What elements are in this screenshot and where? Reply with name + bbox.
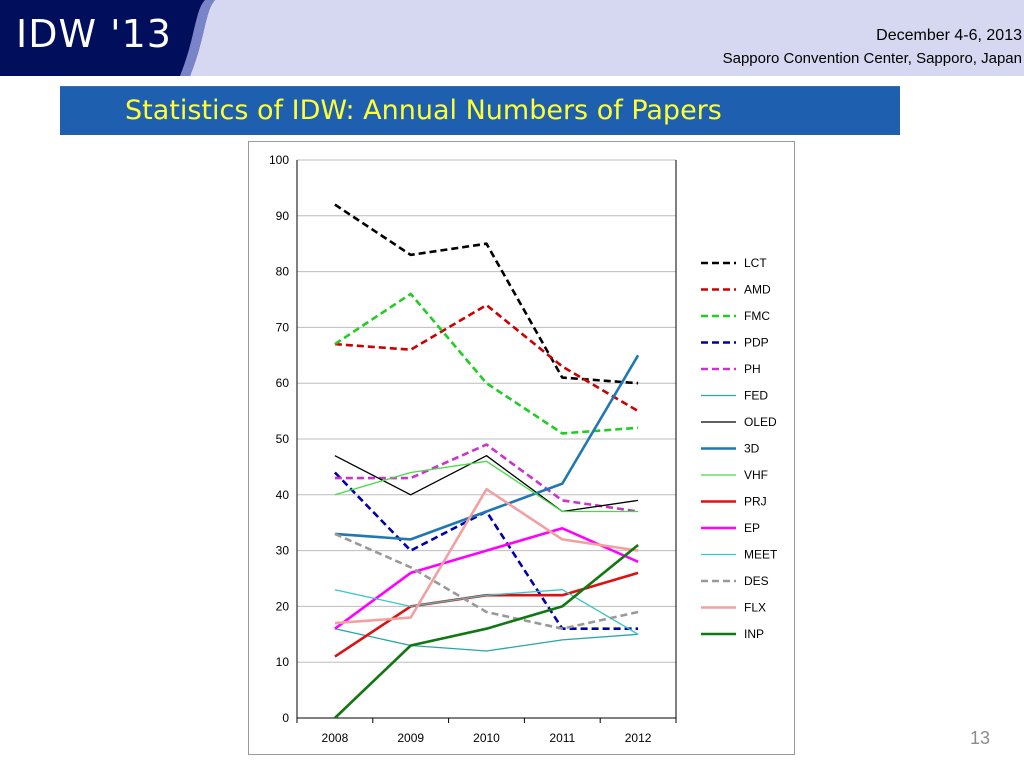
series-line-oled [335, 456, 638, 512]
y-tick-label: 80 [275, 264, 289, 279]
x-tick-label: 2011 [549, 731, 576, 745]
y-tick-label: 60 [275, 376, 289, 391]
legend-label-fed: FED [744, 388, 768, 403]
series-line-vhf [335, 461, 638, 511]
series-line-fmc [335, 294, 638, 434]
legend-label-des: DES [744, 574, 769, 588]
chart-axes [269, 153, 676, 745]
x-tick-label: 2012 [624, 731, 652, 745]
y-tick-label: 50 [275, 432, 289, 446]
x-tick-label: 2008 [321, 731, 349, 745]
chart-legend [701, 256, 778, 641]
chart-series [335, 205, 638, 718]
slide-header [0, 0, 1024, 76]
y-tick-label: 90 [275, 208, 289, 223]
series-line-prj [335, 573, 638, 657]
y-tick-label: 70 [275, 320, 289, 335]
page-number: 13 [970, 728, 991, 748]
legend-label-amd: AMD [744, 282, 771, 297]
y-tick-label: 0 [282, 711, 289, 725]
series-line-inp [335, 545, 638, 718]
y-tick-label: 20 [275, 599, 289, 614]
legend-label-oled: OLED [744, 415, 777, 429]
x-tick-label: 2010 [473, 731, 500, 745]
y-tick-label: 10 [275, 655, 289, 670]
series-line-fed [335, 629, 638, 651]
legend-label-vhf: VHF [744, 468, 768, 482]
y-tick-label: 100 [268, 153, 289, 167]
slide-title-bar [60, 86, 900, 135]
event-venue: Sapporo Convention Center, Sapporo, Japan [722, 50, 1022, 67]
conference-logo: IDW '13 [16, 12, 172, 56]
legend-label-flx: FLX [744, 600, 767, 615]
legend-label-fmc: FMC [744, 309, 770, 323]
legend-label-ep: EP [744, 521, 761, 535]
legend-label-3d: 3D [744, 441, 760, 456]
series-line-ph [335, 445, 638, 512]
series-line-amd [335, 305, 638, 411]
series-line-flx [335, 489, 638, 623]
slide-title: Statistics of IDW: Annual Numbers of Papers [125, 95, 722, 126]
y-tick-label: 30 [275, 543, 289, 558]
x-tick-label: 2009 [397, 731, 425, 745]
legend-label-lct: LCT [744, 256, 767, 270]
line-chart [249, 142, 794, 754]
legend-label-pdp: PDP [744, 335, 769, 350]
series-line-lct [335, 205, 638, 384]
chart-frame [248, 141, 795, 755]
y-tick-label: 40 [275, 487, 289, 502]
legend-label-ph: PH [744, 362, 761, 376]
legend-label-prj: PRJ [744, 494, 767, 509]
legend-label-meet: MEET [744, 547, 778, 562]
event-date: December 4-6, 2013 [876, 27, 1022, 44]
legend-label-inp: INP [744, 627, 765, 641]
